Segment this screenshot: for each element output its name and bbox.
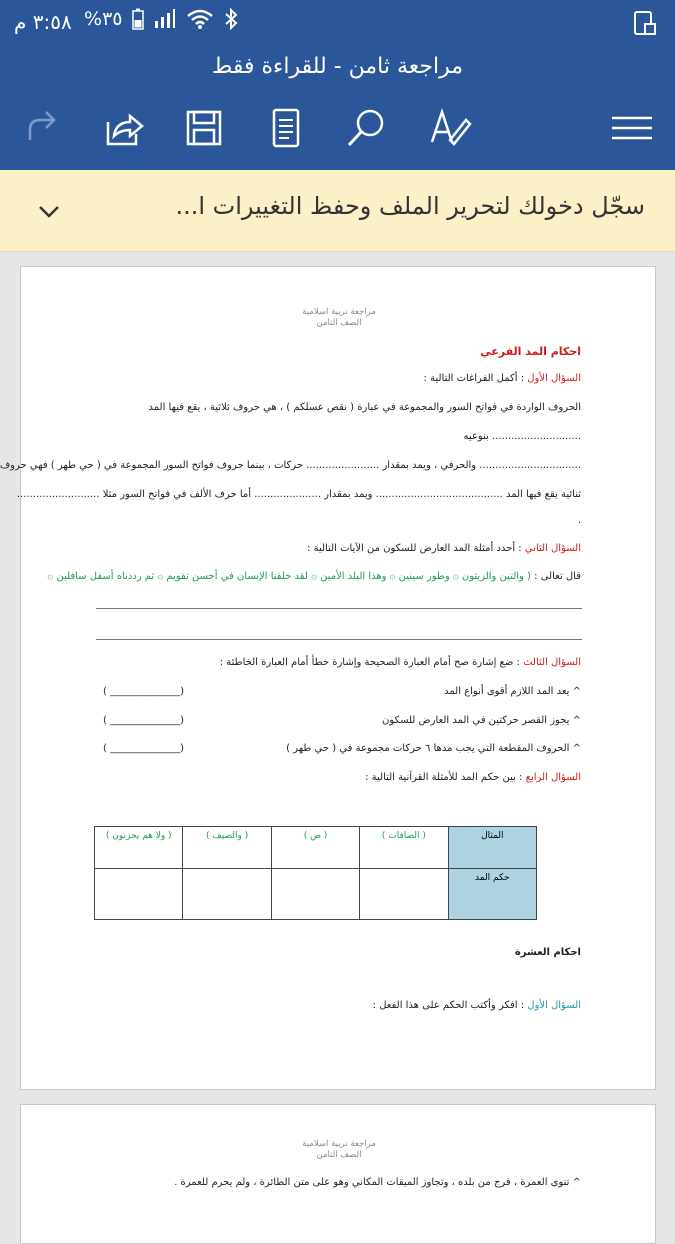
q4-text: : بين حكم المد للأمثلة القرآنية التالية : bbox=[365, 772, 523, 783]
banner-message: سجّل دخولك لتحرير الملف وحفظ التغييرات ا... bbox=[175, 192, 645, 220]
document-page-2 bbox=[20, 1104, 656, 1244]
table-cell bbox=[183, 869, 271, 920]
table-cell: ( والصيف ) bbox=[183, 827, 271, 869]
table-cell: ( ولا هم يحزنون ) bbox=[95, 827, 183, 869]
q4-label: السؤال الرابع bbox=[525, 772, 581, 783]
redo-icon[interactable] bbox=[20, 106, 64, 150]
sign-in-banner[interactable] bbox=[0, 170, 675, 252]
table-row bbox=[95, 869, 537, 920]
q1-line-1: الحروف الواردة في فواتح السور والمجموعة في عبارة ( نقص عسلكم ) ، هي حروف ثلاثية ، يقع فيها المد bbox=[148, 402, 581, 413]
q1-line-2: ............................ بنوعيه bbox=[463, 431, 581, 442]
battery-percent: ٣٥% bbox=[84, 8, 123, 30]
answer-line-2 bbox=[96, 639, 582, 640]
q4-heading bbox=[365, 772, 581, 783]
section-heading: احكام المد الفرعي bbox=[480, 345, 581, 358]
battery-icon bbox=[132, 8, 144, 30]
q3-answer-3: (______________ ) bbox=[103, 743, 184, 754]
chevron-down-icon[interactable] bbox=[34, 198, 64, 224]
q3-item-2: ^ يجوز القصر حركتين في المد العارض للسكون bbox=[382, 715, 581, 726]
q3-item-3: ^ الحروف المقطعة التي يجب مدها ٦ حركات مجموعة في ( حي طهر ) bbox=[286, 743, 581, 754]
q5-text: : افكر وأكتب الحكم على هذا الفعل : bbox=[372, 1000, 525, 1011]
q1-line-5: . bbox=[577, 515, 581, 526]
q1-text: : أكمل الفراغات التالية : bbox=[423, 373, 525, 384]
status-bar bbox=[0, 0, 675, 46]
signal-icon bbox=[154, 9, 176, 29]
bluetooth-icon bbox=[224, 8, 238, 30]
q3-answer-1: (______________ ) bbox=[103, 686, 184, 697]
q1-line-4: ثنائية يقع فيها المد ........................................ ويمد بمقدار ..................... أما حرف الألف في فواتح السور مثلا .......................... bbox=[16, 489, 581, 500]
doc-header-1: مراجعة تربية اسلامية bbox=[302, 1139, 376, 1149]
q1-label: السؤال الأول bbox=[527, 373, 581, 384]
clock: ٣:٥٨ م bbox=[14, 10, 72, 34]
table-cell: ( الصافات ) bbox=[360, 827, 448, 869]
table-row bbox=[95, 827, 537, 869]
doc-header-1: مراجعة تربية اسلامية bbox=[302, 307, 376, 317]
reading-view-icon[interactable] bbox=[264, 106, 308, 150]
edit-text-icon[interactable] bbox=[428, 106, 472, 150]
q5-label: السؤال الأول bbox=[527, 1000, 581, 1011]
status-icons bbox=[84, 8, 238, 30]
toolbar bbox=[0, 88, 675, 170]
q2-verse-line bbox=[47, 571, 581, 582]
screen-record-icon bbox=[633, 10, 657, 36]
search-icon[interactable] bbox=[344, 106, 388, 150]
q3-answer-2: (______________ ) bbox=[103, 715, 184, 726]
q2-verse: ( والتين والزيتون ۞ وطور سينين ۞ وهذا البلد الأمين ۞ لقد خلقنا الإنسان في أحسن تقويم ۞ ثم رددناه أسفل سافلين ۞ bbox=[47, 571, 531, 582]
q2-label: السؤال الثاني bbox=[524, 543, 581, 554]
q3-text: : ضع إشارة صح أمام العبارة الصحيحة وإشارة خطأ أمام العبارة الخاطئة : bbox=[219, 657, 520, 668]
document-page-1 bbox=[0, 266, 656, 1090]
doc-header-2: الصف الثامن bbox=[316, 1150, 362, 1160]
q3-label: السؤال الثالث bbox=[523, 657, 581, 668]
q3-heading bbox=[220, 657, 581, 668]
rulings-table bbox=[94, 826, 537, 920]
wifi-icon bbox=[186, 8, 214, 30]
q1-line-3: ................................ والحرفي ، ويمد بمقدار ....................... حركات ، بينما حروف فواتح السور المجموعة في ( حي طهر ) فهي حروف bbox=[0, 460, 581, 471]
menu-icon[interactable] bbox=[610, 106, 654, 150]
q1-heading bbox=[424, 373, 581, 384]
q2-prefix: قال تعالى : bbox=[534, 571, 581, 582]
table-cell: ( ص ) bbox=[271, 827, 359, 869]
table-cell bbox=[95, 869, 183, 920]
share-icon[interactable] bbox=[102, 106, 146, 150]
table-cell bbox=[271, 869, 359, 920]
q2-heading bbox=[307, 543, 581, 554]
table-cell bbox=[360, 869, 448, 920]
doc-header-2: الصف الثامن bbox=[316, 318, 362, 328]
q2-text: : أحدد أمثلة المد العارض للسكون من الآيات التالية : bbox=[307, 543, 522, 554]
section-2-heading: احكام العشرة bbox=[514, 947, 581, 958]
save-icon[interactable] bbox=[182, 106, 226, 150]
document-title: مراجعة ثامن - للقراءة فقط bbox=[0, 46, 675, 88]
table-header-cell: المثال bbox=[448, 827, 536, 869]
q3-item-1: ^ يعد المد اللازم أقوى أنواع المد bbox=[444, 686, 581, 697]
table-header-cell: حكم المد bbox=[448, 869, 536, 920]
q5-heading bbox=[373, 1000, 581, 1011]
answer-line-1 bbox=[96, 608, 582, 609]
page2-line-1: ^ تنوى العمرة ، فرج من بلده ، وتجاوز الميقات المكاني وهو على متن الطائرة ، ولم يحرم للعمرة . bbox=[174, 1177, 581, 1188]
